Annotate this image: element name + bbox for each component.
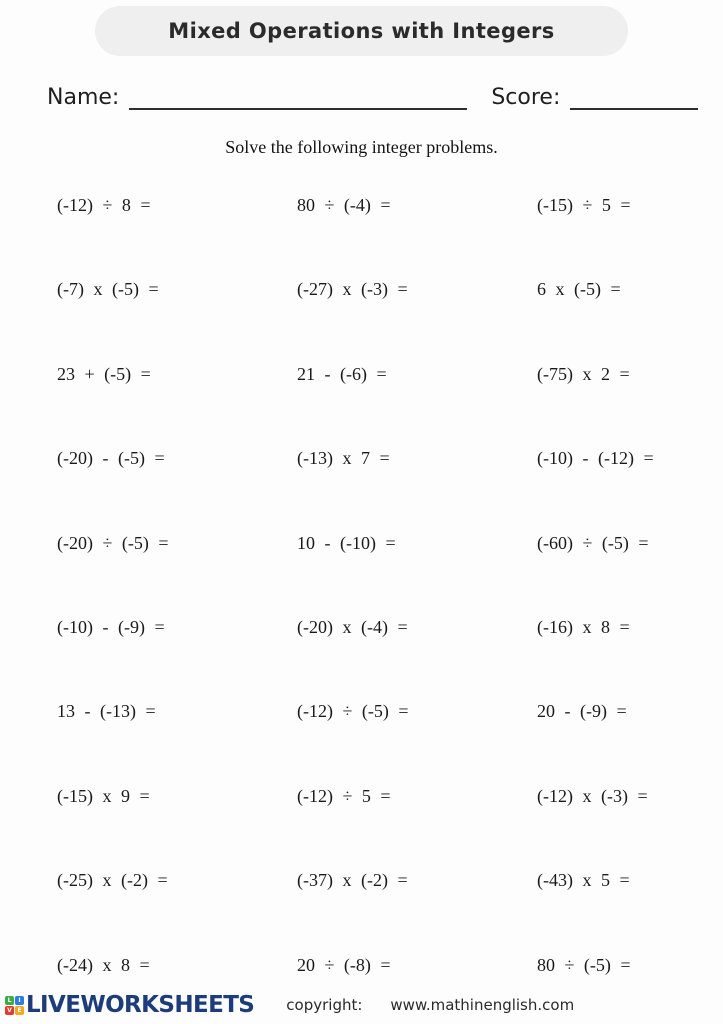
score-label: Score:	[491, 85, 561, 110]
problem-cell: (-15) x 9 =	[57, 785, 150, 806]
problem-cell: (-27) x (-3) =	[297, 279, 408, 300]
problem-cell: 23 + (-5) =	[57, 363, 151, 384]
problem-cell: (-12) x (-3) =	[537, 785, 648, 806]
logo-square-v: V	[5, 1006, 14, 1015]
page-title: Mixed Operations with Integers	[168, 19, 555, 43]
problem-cell: (-20) x (-4) =	[297, 616, 408, 637]
problem-cell: (-20) - (-5) =	[57, 448, 165, 469]
problem-cell: (-24) x 8 =	[57, 954, 150, 975]
problem-cell: (-25) x (-2) =	[57, 870, 168, 891]
problem-cell: (-60) ÷ (-5) =	[537, 532, 649, 553]
problem-cell: 10 - (-10) =	[297, 532, 396, 553]
problem-cell: (-15) ÷ 5 =	[537, 195, 631, 215]
problem-cell: (-20) ÷ (-5) =	[57, 532, 169, 553]
problems-grid	[57, 190, 723, 1024]
title-pill	[95, 6, 628, 56]
problem-cell: (-7) x (-5) =	[57, 279, 159, 300]
problem-cell: (-10) - (-12) =	[537, 448, 654, 469]
problem-cell: (-16) x 8 =	[537, 616, 630, 637]
problem-cell: 80 ÷ (-5) =	[537, 954, 631, 975]
name-blank-field[interactable]	[129, 84, 467, 110]
problem-cell: 80 ÷ (-4) =	[297, 195, 391, 215]
instruction-text: Solve the following integer problems.	[225, 137, 498, 157]
liveworksheets-brand[interactable]: LIVEWORKSHEETS	[26, 992, 255, 1018]
website-link[interactable]: www.mathinenglish.com	[390, 996, 575, 1014]
problem-cell: (-37) x (-2) =	[297, 870, 408, 891]
problem-cell: 21 - (-6) =	[297, 363, 387, 384]
problem-cell: (-12) ÷ 8 =	[57, 195, 151, 215]
copyright-label: copyright:	[286, 996, 363, 1014]
problem-cell: 6 x (-5) =	[537, 279, 621, 300]
name-label: Name:	[47, 85, 120, 110]
score-blank-field[interactable]	[570, 84, 698, 110]
logo-square-e: E	[15, 1006, 24, 1015]
problem-cell: 20 ÷ (-8) =	[297, 954, 391, 975]
liveworksheets-logo-icon[interactable]	[5, 996, 24, 1015]
problem-cell: (-10) - (-9) =	[57, 616, 165, 637]
name-score-row	[47, 84, 698, 110]
problem-cell: 20 - (-9) =	[537, 701, 627, 722]
logo-square-l: L	[5, 996, 14, 1005]
problem-cell: 13 - (-13) =	[57, 701, 156, 722]
footer	[5, 992, 718, 1018]
problem-cell: (-43) x 5 =	[537, 870, 630, 891]
problem-cell: (-12) ÷ 5 =	[297, 785, 391, 806]
logo-square-i: I	[15, 996, 24, 1005]
problem-cell: (-13) x 7 =	[297, 448, 390, 469]
problem-cell: (-12) ÷ (-5) =	[297, 701, 409, 722]
problem-cell: (-75) x 2 =	[537, 363, 630, 384]
